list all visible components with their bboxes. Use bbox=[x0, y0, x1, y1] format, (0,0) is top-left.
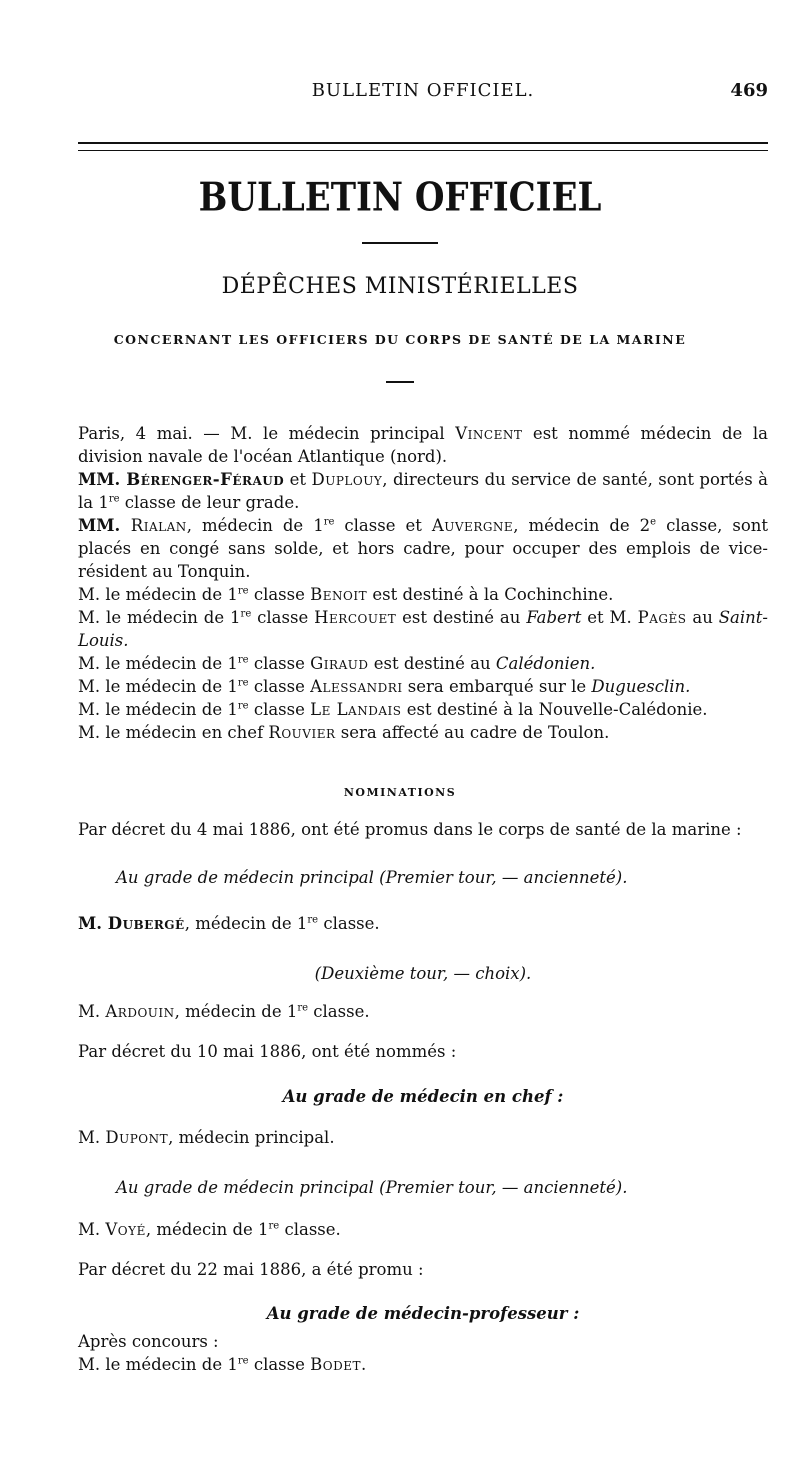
grade-line: (Deuxième tour, — choix). bbox=[314, 964, 532, 983]
running-header bbox=[78, 80, 768, 106]
paragraph: MM. Bérenger-Féraud et Duplouy, directeurs du service de santé, sont portés à la 1re classe de leur grade. bbox=[78, 470, 768, 512]
grade-line: Au grade de médecin principal (Premier tour, — ancienneté). bbox=[116, 868, 628, 887]
nomination-entry: M. Voyé, médecin de 1re classe. bbox=[78, 1220, 341, 1239]
nominations-heading: NOMINATIONS bbox=[343, 786, 457, 799]
paragraph: M. le médecin de 1re classe Alessandri sera embarqué sur le Duguesclin. bbox=[78, 677, 691, 696]
page-number: 469 bbox=[730, 80, 768, 101]
nomination-entry: M. Ardouin, médecin de 1re classe. bbox=[78, 1002, 370, 1021]
subsection-title: CONCERNANT LES OFFICIERS DU CORPS DE SANTÉ DE LA MARINE bbox=[113, 332, 687, 347]
section-title: DÉPÊCHES MINISTÉRIELLES bbox=[221, 274, 579, 299]
nomination-entry: M. Dubergé, médecin de 1re classe. bbox=[78, 914, 380, 933]
paragraph: MM. Rialan, médecin de 1re classe et Auvergne, médecin de 2e classe, sont placés en congé sans solde, et hors cadre, pour occuper des emplois de vice-résident au Tonquin. bbox=[78, 516, 769, 581]
dispatches bbox=[78, 422, 768, 744]
section-rule bbox=[386, 381, 414, 383]
grade-line: Au grade de médecin principal (Premier tour, — ancienneté). bbox=[116, 1178, 628, 1197]
paragraph: M. le médecin en chef Rouvier sera affecté au cadre de Toulon. bbox=[78, 723, 610, 742]
text-line: Après concours : bbox=[78, 1332, 219, 1351]
paragraph: M. le médecin de 1re classe Benoit est destiné à la Cochinchine. bbox=[78, 585, 614, 604]
decree-line: Par décret du 4 mai 1886, ont été promus dans le corps de santé de la marine : bbox=[78, 820, 742, 839]
nomination-entry: M. le médecin de 1re classe Bodet. bbox=[78, 1355, 367, 1374]
decree-line: Par décret du 10 mai 1886, ont été nommés : bbox=[78, 1042, 457, 1061]
grade-line: Au grade de médecin-professeur : bbox=[266, 1304, 580, 1323]
paragraph: M. le médecin de 1re classe Le Landais est destiné à la Nouvelle-Calédonie. bbox=[78, 700, 708, 719]
page-title: BULLETIN OFFICIEL bbox=[198, 175, 602, 221]
title-rule bbox=[362, 242, 438, 244]
nomination-entry: M. Dupont, médecin principal. bbox=[78, 1128, 335, 1147]
grade-line: Au grade de médecin en chef : bbox=[282, 1087, 564, 1106]
decree-line: Par décret du 22 mai 1886, a été promu : bbox=[78, 1260, 424, 1279]
running-title: BULLETIN OFFICIEL. bbox=[311, 80, 535, 101]
paragraph: Paris, 4 mai. — M. le médecin principal Vincent est nommé médecin de la division navale de l'océan Atlantique (nord). bbox=[78, 424, 769, 466]
paragraph: M. le médecin de 1re classe Hercouet est destiné au Fabert et M. Pagès au Saint-Louis. bbox=[78, 608, 769, 650]
paragraph: M. le médecin de 1re classe Giraud est destiné au Calédonien. bbox=[78, 654, 596, 673]
header-rule bbox=[78, 142, 768, 151]
